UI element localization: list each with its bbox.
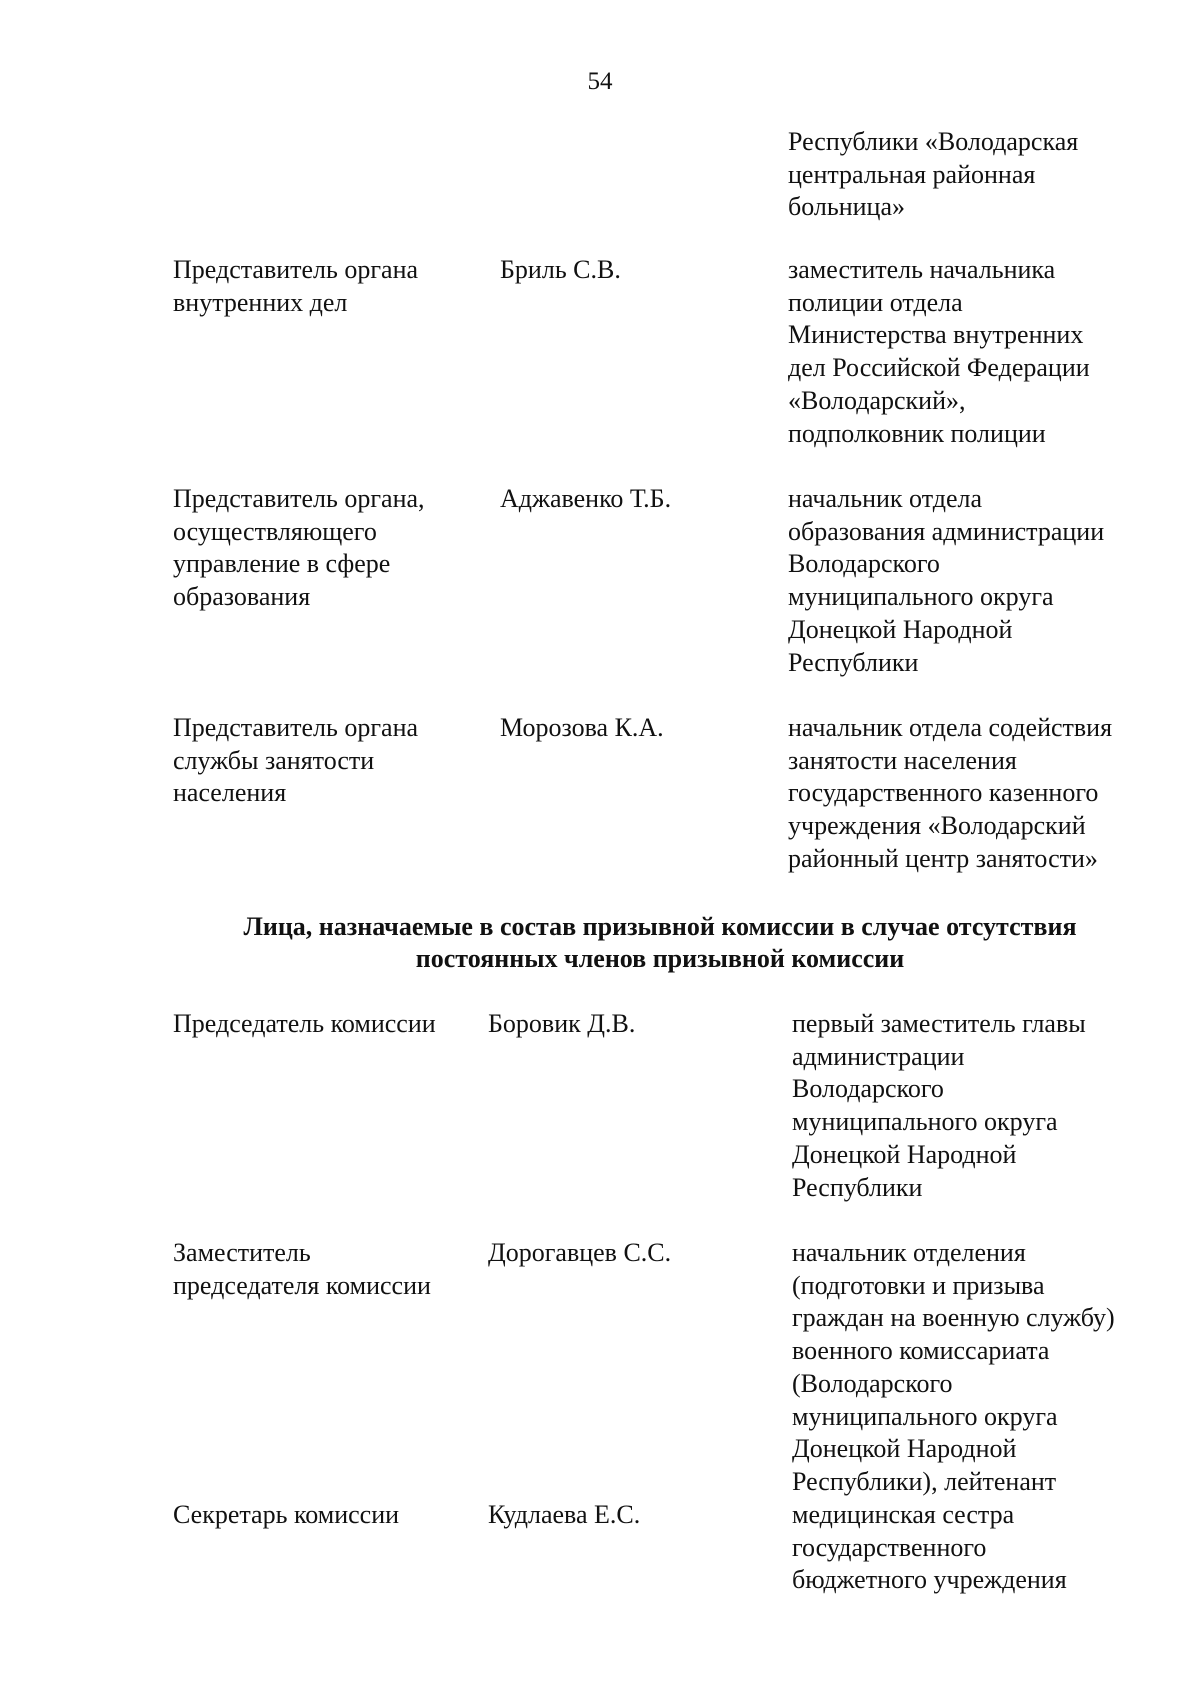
text-line: Морозова К.А. (500, 713, 664, 742)
reserve-member-role (173, 1008, 473, 1041)
text-line: учреждения «Володарский (788, 811, 1086, 841)
text-line: подполковник полиции (788, 418, 1046, 448)
text-line: муниципального округа (792, 1401, 1058, 1431)
reserve-member-role (173, 1237, 473, 1302)
member-description (788, 712, 1188, 876)
text-line: военного комиссариата (792, 1336, 1050, 1366)
reserve-member-role (173, 1499, 473, 1532)
text-line: населения (173, 778, 287, 808)
text-line: центральная районная (788, 159, 1036, 189)
continuation-text (788, 126, 1188, 224)
text-line: Дорогавцев С.С. (488, 1238, 672, 1267)
text-line: Представитель органа (173, 713, 419, 742)
text-line: государственного казенного (788, 778, 1099, 808)
text-line: Министерства внутренних (788, 320, 1084, 350)
text-line: Заместитель (173, 1238, 311, 1267)
text-line: бюджетного учреждения (792, 1565, 1067, 1595)
heading-line: Лица, назначаемые в состав призывной комиссии в случае отсутствия (243, 912, 1077, 941)
text-line: начальник отдела (788, 484, 983, 513)
text-line: осуществляющего (173, 516, 377, 546)
text-line: Боровик Д.В. (488, 1009, 636, 1038)
text-line: образования (173, 582, 311, 612)
text-line: полиции отдела (788, 287, 963, 317)
section-heading (120, 911, 1200, 975)
text-line: Аджавенко Т.Б. (500, 484, 672, 513)
text-line: Республики «Володарская (788, 127, 1079, 156)
text-line: Бриль С.В. (500, 255, 621, 284)
text-line: Донецкой Народной (792, 1434, 1017, 1464)
text-line: Донецкой Народной (792, 1139, 1017, 1169)
reserve-member-description (792, 1237, 1192, 1499)
text-line: Донецкой Народной (788, 614, 1013, 644)
text-line: внутренних дел (173, 287, 348, 317)
text-line: занятости населения (788, 745, 1017, 775)
member-description (788, 254, 1188, 450)
text-line: Секретарь комиссии (173, 1500, 400, 1529)
text-line: Представитель органа, (173, 484, 425, 513)
text-line: Володарского (792, 1074, 944, 1104)
text-line: муниципального округа (792, 1107, 1058, 1137)
member-name (500, 712, 740, 745)
reserve-member-description (792, 1499, 1192, 1597)
text-line: (Володарского (792, 1368, 953, 1398)
text-line: администрации (792, 1041, 965, 1071)
text-line: муниципального округа (788, 582, 1054, 612)
text-line: управление в сфере (173, 549, 391, 579)
text-line: районный центр занятости» (788, 843, 1098, 873)
page-number: 54 (587, 68, 613, 95)
text-line: первый заместитель главы (792, 1009, 1086, 1038)
member-role (173, 712, 473, 810)
reserve-member-description (792, 1008, 1192, 1204)
text-line: (подготовки и призыва (792, 1270, 1045, 1300)
text-line: Володарского (788, 549, 940, 579)
text-line: образования администрации (788, 516, 1105, 546)
member-name (500, 254, 740, 287)
text-line: медицинская сестра (792, 1500, 1015, 1529)
text-line: Председатель комиссии (173, 1009, 436, 1038)
member-role (173, 483, 473, 614)
text-line: граждан на военную службу) (792, 1303, 1115, 1333)
member-role (173, 254, 473, 319)
text-line: начальник отдела содействия (788, 713, 1113, 742)
member-description (788, 483, 1188, 679)
text-line: государственного (792, 1532, 987, 1562)
text-line: начальник отделения (792, 1238, 1026, 1267)
text-line: Республики (792, 1172, 923, 1202)
text-line: Республики (788, 647, 919, 677)
text-line: дел Российской Федерации (788, 353, 1090, 383)
text-line: председателя комиссии (173, 1270, 431, 1300)
text-line: службы занятости (173, 745, 375, 775)
text-line: Представитель органа (173, 255, 419, 284)
text-line: заместитель начальника (788, 255, 1056, 284)
text-line: Кудлаева Е.С. (488, 1500, 641, 1529)
text-line: Республики), лейтенант (792, 1466, 1057, 1496)
member-name (500, 483, 740, 516)
heading-line: постоянных членов призывной комиссии (415, 944, 905, 973)
text-line: «Володарский», (788, 385, 966, 415)
reserve-member-name (488, 1008, 748, 1041)
reserve-member-name (488, 1237, 748, 1270)
text-line: больница» (788, 192, 905, 222)
reserve-member-name (488, 1499, 748, 1532)
